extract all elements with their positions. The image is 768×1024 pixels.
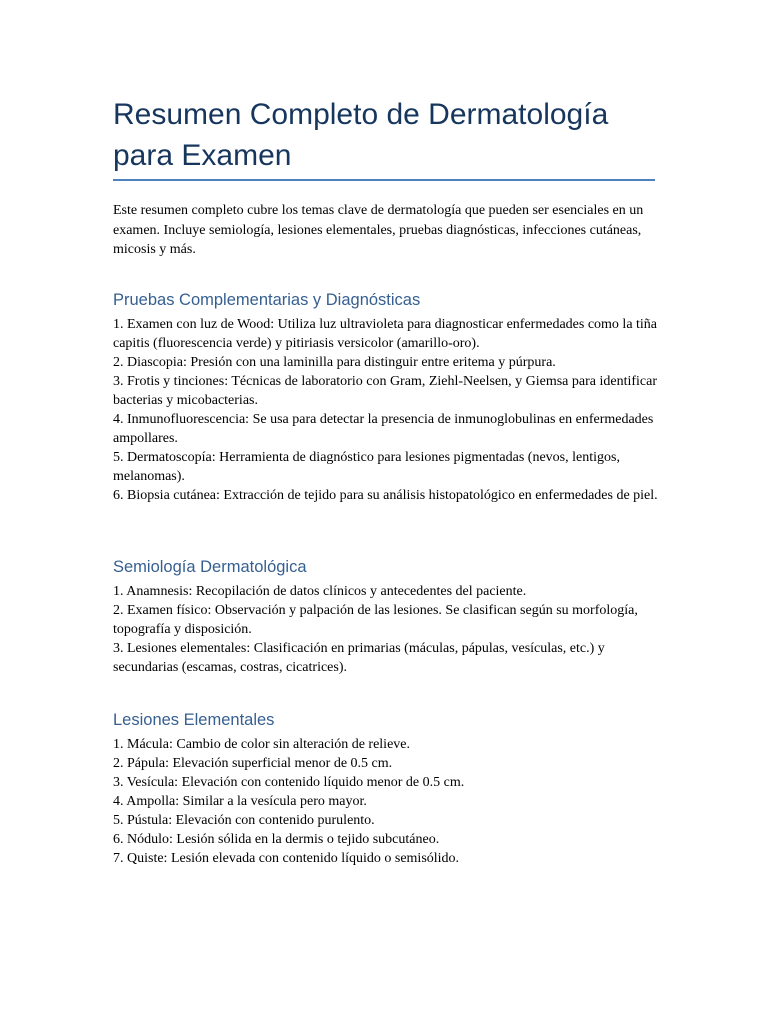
list-item: 3. Frotis y tinciones: Técnicas de laboratorio con Gram, Ziehl-Neelsen, y Giemsa para identificar bacterias y micobacterias. xyxy=(113,374,658,408)
list-item: 1. Examen con luz de Wood: Utiliza luz ultravioleta para diagnosticar enfermedades como la tiña capitis (fluorescencia verde) y pitiriasis versicolor (amarillo-oro). xyxy=(113,317,658,351)
section-heading: Semiología Dermatológica xyxy=(113,558,307,576)
list-item: 6. Biopsia cutánea: Extracción de tejido para su análisis histopatológico en enfermedades de piel. xyxy=(113,488,658,503)
list-item: 1. Mácula: Cambio de color sin alteración de relieve. xyxy=(113,737,411,752)
section-semiologia xyxy=(113,556,658,677)
list-item: 2. Pápula: Elevación superficial menor de 0.5 cm. xyxy=(113,756,393,771)
list-item: 2. Diascopia: Presión con una laminilla para distinguir entre eritema y púrpura. xyxy=(113,355,556,370)
section-lesiones-elementales xyxy=(113,709,658,868)
list-item: 2. Examen físico: Observación y palpación de las lesiones. Se clasifican según su morfología, topografía y disposición. xyxy=(113,603,638,637)
list-item: 3. Lesiones elementales: Clasificación en primarias (máculas, pápulas, vesículas, etc.) y secundarias (escamas, costras, cicatrices). xyxy=(113,641,605,675)
list-item: 5. Pústula: Elevación con contenido purulento. xyxy=(113,813,375,828)
list-item: 4. Inmunofluorescencia: Se usa para detectar la presencia de inmunoglobulinas en enfermedades ampollares. xyxy=(113,412,654,446)
section-pruebas-complementarias xyxy=(113,289,658,505)
list-item: 1. Anamnesis: Recopilación de datos clínicos y antecedentes del paciente. xyxy=(113,584,527,599)
list-item: 4. Ampolla: Similar a la vesícula pero mayor. xyxy=(113,794,367,809)
section-heading: Pruebas Complementarias y Diagnósticas xyxy=(113,291,421,309)
list-item: 6. Nódulo: Lesión sólida en la dermis o tejido subcutáneo. xyxy=(113,832,440,847)
list-item: 5. Dermatoscopía: Herramienta de diagnóstico para lesiones pigmentadas (nevos, lentigos, melanomas). xyxy=(113,450,620,484)
section-heading: Lesiones Elementales xyxy=(113,711,275,729)
intro-paragraph: Este resumen completo cubre los temas clave de dermatología que pueden ser esenciales en un examen. Incluye semiología, lesiones elementales, pruebas diagnósticas, infecciones cutáneas, micosis y más. xyxy=(113,203,644,257)
list-item: 7. Quiste: Lesión elevada con contenido líquido o semisólido. xyxy=(113,851,460,866)
title-underline xyxy=(113,179,655,181)
document-title: Resumen Completo de Dermatología para Examen xyxy=(113,98,609,172)
list-item: 3. Vesícula: Elevación con contenido líquido menor de 0.5 cm. xyxy=(113,775,465,790)
